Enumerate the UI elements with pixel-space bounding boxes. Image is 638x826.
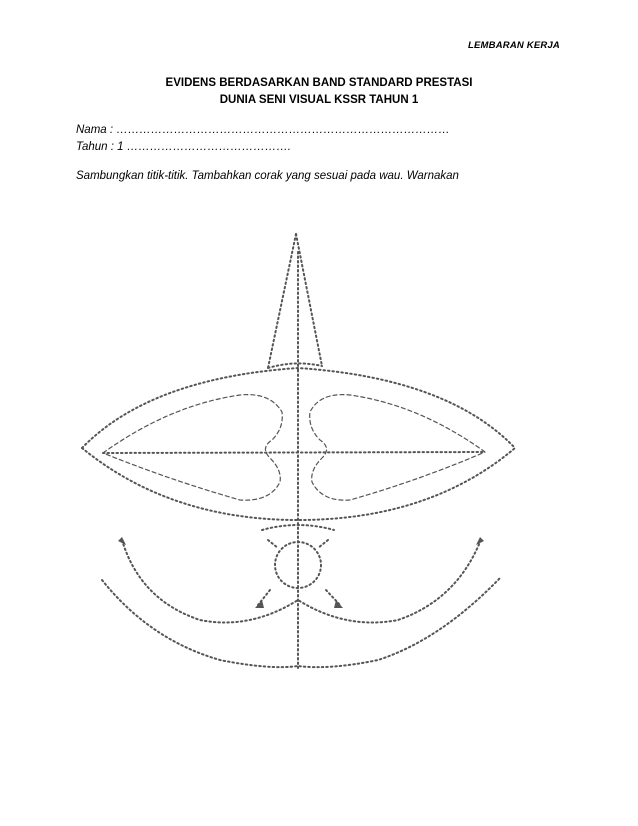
worksheet-subtitle: DUNIA SENI VISUAL KSSR TAHUN 1 — [219, 94, 419, 106]
kite-tail — [102, 540, 500, 667]
instruction-text: Sambungkan titik-titik. Tambahkan corak yang sesuai pada wau. Warnakan — [76, 170, 459, 182]
year-field-line: Tahun : 1 ……………………………………. — [76, 141, 291, 153]
kite-tail-tips — [118, 537, 484, 608]
name-field-line: Nama : …………………………………………………………………………… — [76, 124, 450, 136]
worksheet-tag: LEMBARAN KERJA — [468, 40, 560, 51]
worksheet-title: EVIDENS BERDASARKAN BAND STANDARD PRESTASI — [165, 77, 473, 89]
kite-heart-wings — [103, 395, 485, 501]
kite-head — [268, 234, 322, 370]
